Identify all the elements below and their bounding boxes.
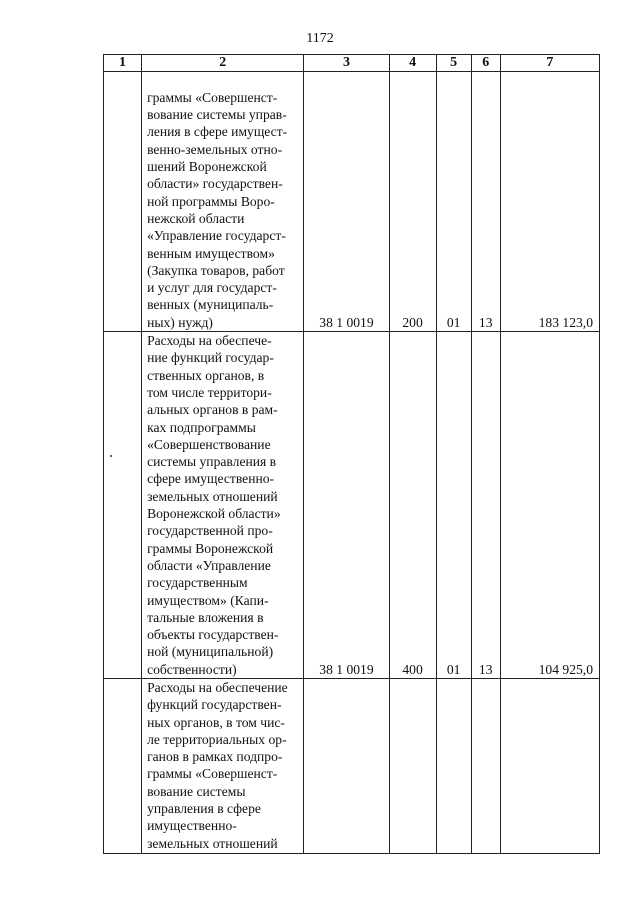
expense-type-cell	[389, 679, 436, 854]
description-cell: Расходы на обеспечение функций государствен- ных органов, в том чис- ле территориальных ор- ганов в рамках подпро- граммы «Совершенст- вование системы управления в сфере имущественно- земельных отношений	[142, 679, 304, 854]
page-number: 1172	[306, 31, 334, 46]
target-code-cell	[304, 679, 389, 854]
expense-type-cell: 200	[389, 72, 436, 332]
description-cell: граммы «Совершенст- вование системы управ- ления в сфере имущест- венно-земельных отно- шений Воронежской области» государствен- ной программы Воро- нежской области «Управление государст- венным имуществом» (Закупка товаров, работ и услуг для государст- венных (муниципаль- ных) нужд)	[142, 72, 304, 332]
section-cell: 01	[436, 332, 471, 679]
subsection-cell: 13	[471, 332, 500, 679]
row-number-cell	[104, 679, 142, 854]
column-header-7: 7	[500, 55, 599, 72]
column-header-1: 1	[104, 55, 142, 72]
column-header-2: 2	[142, 55, 304, 72]
subsection-cell	[471, 679, 500, 854]
column-header-5: 5	[436, 55, 471, 72]
table-row	[104, 72, 600, 332]
budget-table	[103, 54, 600, 854]
table-row	[104, 332, 600, 679]
section-cell: 01	[436, 72, 471, 332]
expense-type-cell: 400	[389, 332, 436, 679]
subsection-cell: 13	[471, 72, 500, 332]
target-code-cell: 38 1 0019	[304, 332, 389, 679]
row-number-cell	[104, 72, 142, 332]
column-header-3: 3	[304, 55, 389, 72]
section-cell	[436, 679, 471, 854]
table-header-row	[104, 55, 600, 72]
scan-speck	[110, 455, 112, 457]
target-code-cell: 38 1 0019	[304, 72, 389, 332]
column-header-6: 6	[471, 55, 500, 72]
amount-cell: 104 925,0	[500, 332, 599, 679]
table-row	[104, 679, 600, 854]
description-cell: Расходы на обеспече- ние функций государ- ственных органов, в том числе территори- альных органов в рам- ках подпрограммы «Совершенствование системы управления в сфере имущественно- земельных отношений Воронежской области» государственной про- граммы Воронежской области «Управление государственным имуществом» (Капи- тальные вложения в объекты государствен- ной (муниципальной) собственности)	[142, 332, 304, 679]
row-number-cell	[104, 332, 142, 679]
amount-cell	[500, 679, 599, 854]
column-header-4: 4	[389, 55, 436, 72]
amount-cell: 183 123,0	[500, 72, 599, 332]
